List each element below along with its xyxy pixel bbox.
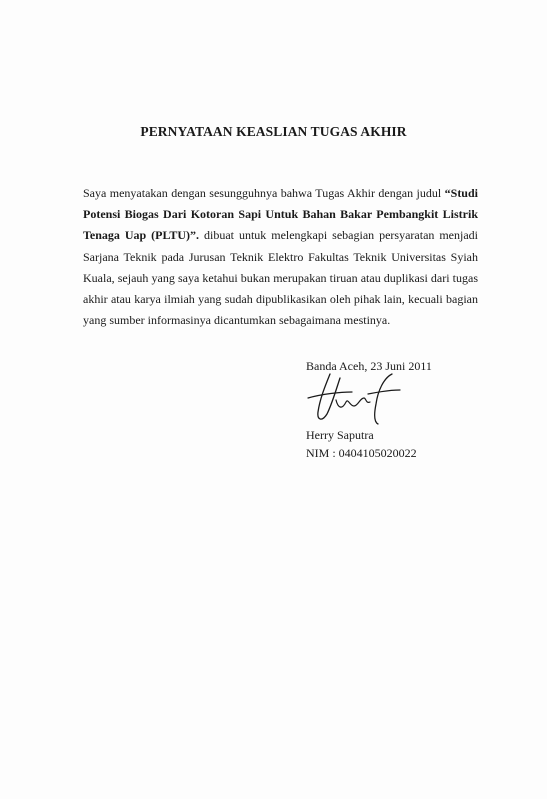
place-date: Banda Aceh, 23 Juni 2011 (306, 359, 432, 373)
statement-rest: dibuat untuk melengkapi sebagian persyaratan menjadi Sarjana Teknik pada Jurusan Teknik Elektro Fakultas Teknik Universitas Syiah Kuala, sejauh yang saya ketahui bukan merupakan tiruan atau duplikasi dari tugas akhir atau karya ilmiah yang sudah dipublikasikan oleh pihak lain, kecuali bagian yang sumber informasinya dicantumkan sebagaimana mestinya. (83, 228, 478, 328)
statement-paragraph (83, 183, 478, 331)
statement-intro: Saya menyatakan dengan sesungguhnya bahwa Tugas Akhir dengan judul (83, 186, 445, 200)
signer-name: Herry Saputra (306, 428, 374, 442)
handwritten-signature (300, 368, 410, 428)
thesis-title: “Studi Potensi Biogas Dari Kotoran Sapi Untuk Bahan Bakar Pembangkit Listrik Tenaga Uap (PLTU)”. (83, 186, 478, 243)
page-title: PERNYATAAN KEASLIAN TUGAS AKHIR (140, 124, 407, 139)
signer-nim: NIM : 0404105020022 (306, 446, 417, 460)
